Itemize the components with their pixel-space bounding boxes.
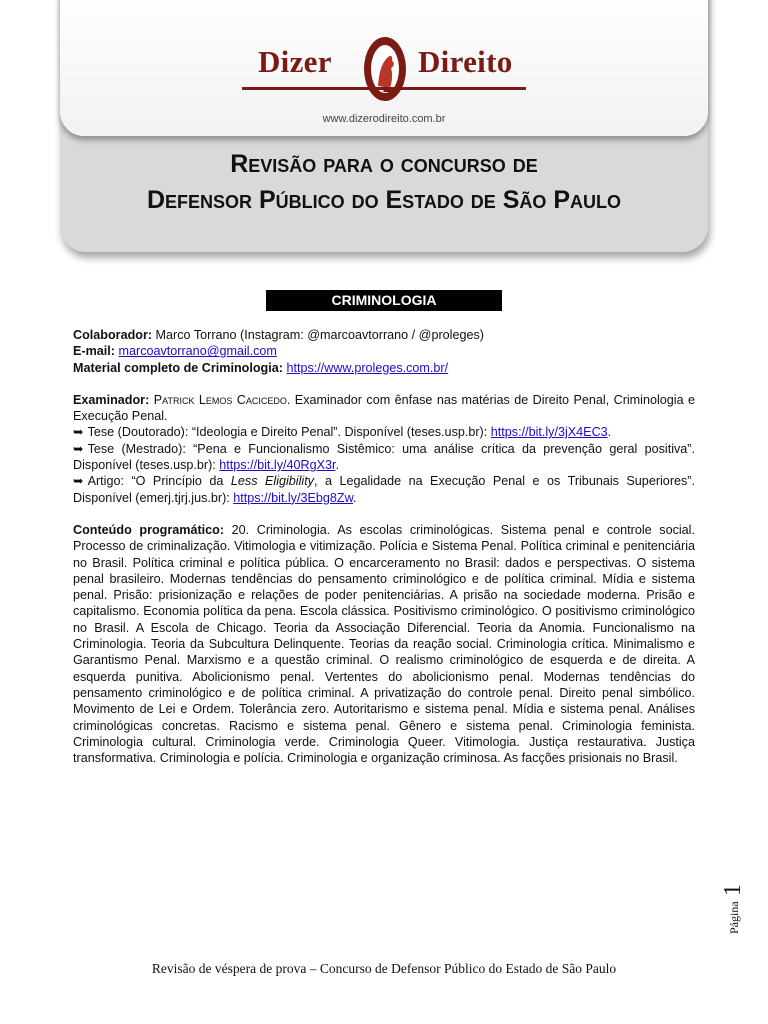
collaborator-line (73, 327, 695, 343)
program-content (73, 522, 695, 766)
section-title: CRIMINOLOGIA (266, 290, 502, 311)
document-body (73, 327, 695, 766)
material-link[interactable]: https://www.proleges.com.br/ (286, 360, 449, 375)
thesis-masters-text: Tese (Mestrado): “Pena e Funcionalismo Sistêmico: uma análise crítica da prevenção geral positiva”. Disponível (teses.usp.br): (73, 441, 695, 473)
thesis-doctorate: ➥ Tese (Doutorado): “Ideologia e Direito Penal”. Disponível (teses.usp.br): https://bit.ly/3jX4EC3. (73, 425, 612, 440)
collaborator-label: Colaborador: (73, 328, 153, 342)
site-url: www.dizerodireito.com.br (322, 113, 446, 125)
thesis-masters: ➥ Tese (Mestrado): “Pena e Funcionalismo Sistêmico: uma análise crítica da prevenção geral positiva”. Disponível (teses.usp.br): https://bit.ly/40RgX3r. (73, 441, 695, 473)
logo-underline (242, 87, 526, 90)
material-label: Material completo de Criminologia: (73, 360, 283, 375)
logo-word-direito: Direito (418, 44, 513, 79)
arrow-icon: ➥ (73, 441, 84, 456)
page-number (716, 876, 748, 940)
thesis-doctorate-link[interactable]: https://bit.ly/3jX4EC3 (490, 425, 608, 440)
logo-word-dizer: Dizer (258, 44, 332, 79)
title-line-2: Defensor Público do Estado de São Paulo (146, 186, 622, 214)
email-link[interactable]: marcoavtorrano@gmail.com (118, 344, 277, 359)
page-label: Página (727, 901, 741, 934)
program-label: Conteúdo programático: (73, 522, 225, 537)
document-title (0, 146, 768, 218)
arrow-icon: ➥ (73, 474, 84, 489)
email-line (73, 343, 695, 359)
examiner-desc: . Examinador com ênfase nas matérias de Direito Penal, Criminologia e Execução Penal. (73, 392, 696, 424)
page-number-value: 1 (720, 884, 746, 896)
examiner-name: Patrick Lemos Cacicedo (153, 392, 287, 407)
collaborator-value: Marco Torrano (Instagram: @marcoavtorrano / @proleges) (152, 328, 484, 342)
thesis-doctorate-text: Tese (Doutorado): “Ideologia e Direito Penal”. Disponível (teses.usp.br): (87, 425, 491, 440)
material-line (73, 360, 695, 376)
thesis-masters-link[interactable]: https://bit.ly/40RgX3r (219, 458, 336, 473)
program-text: 20. Criminologia. As escolas criminológicas. Sistema penal e controle social. Processo de criminalização. Vitimologia e vitimização. Polícia e Sistema Penal. Política criminal e penitenciária no Brasil. Política criminal e política pública. O encarceramento no Brasil: dados e perspectivas. O sistema penal brasileiro. Modernas tendências do pensamento criminológico e de política criminal. Mídia e sistema penal. Prisão: prisionização e relações de poder penitenciárias. A prisão na sociedade moderna. Prisão e capitalismo. Economia política da pena. Escola clássica. Positivismo criminológico. O positivismo criminológico no Brasil. A Escola de Chicago. Teoria da Associação Diferencial. Teoria da Anomia. Funcionalismo na Criminologia. Teoria da Subcultura Delinquente. Teorias da reação social. Criminologia crítica. Minimalismo e Garantismo Penal. Marxismo e a questão criminal. O realismo criminológico de esquerda e de direita. A esquerda punitiva. Abolicionismo penal. Vertentes do abolicionismo penal. Modernas tendências do pensamento criminológico e de política criminal. A privatização do controle penal. Direito penal simbólico. Movimento de Lei e Ordem. Tolerância zero. Autoritarismo e sistema penal. Mídia e sistema penal. Análises criminológicas concretas. Racismo e sistema penal. Gênero e sistema penal. Criminologia feminista. Criminologia cultural. Criminologia verde. Criminologia Queer. Vitimologia. Justiça restaurativa. Justiça transformativa. Criminologia e polícia. Criminologia e organização criminosa. As facções prisionais no Brasil. (73, 522, 695, 766)
footer-text: Revisão de véspera de prova – Concurso de Defensor Público do Estado de São Paulo (151, 961, 617, 976)
logo-emblem-icon (361, 34, 409, 104)
examiner-line (73, 392, 695, 425)
email-label: E-mail: (73, 344, 115, 359)
article-text-post: , a Legalidade na Execução Penal e os Tribunais Superiores”. Disponível (emerj.tjrj.jus.br): (73, 474, 696, 505)
article-text-italic: Less Eligibility (230, 474, 314, 489)
article-text-pre: Artigo: “O Princípio da (87, 474, 231, 489)
examiner-label: Examinador: (73, 392, 150, 407)
arrow-icon: ➥ (73, 425, 84, 440)
article-link[interactable]: https://bit.ly/3Ebg8Zw (233, 490, 353, 505)
title-line-1: Revisão para o concurso de (230, 150, 538, 178)
article: ➥ Artigo: “O Princípio da Less Eligibility, a Legalidade na Execução Penal e os Tribunais Superiores”. Disponível (emerj.tjrj.jus.br): https://bit.ly/3Ebg8Zw. (73, 474, 696, 505)
